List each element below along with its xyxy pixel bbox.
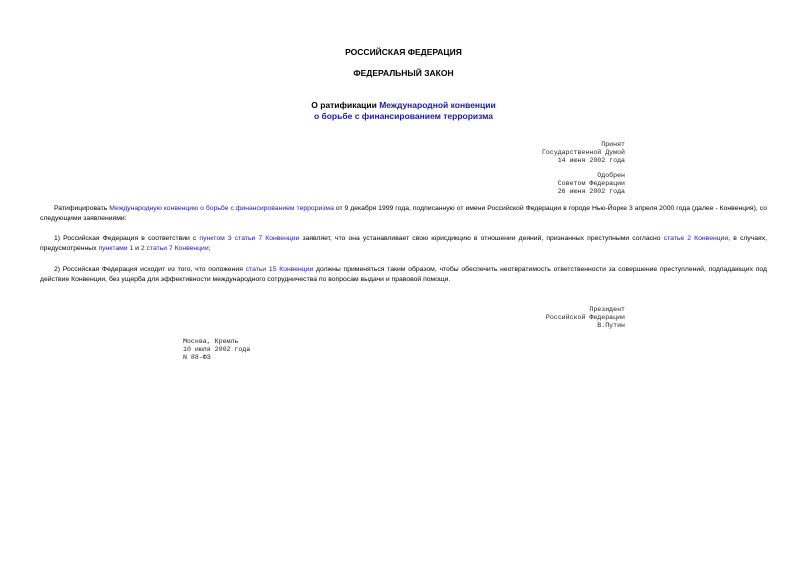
para3-text1: 2) Российская Федерация исходит из того, что положения [54,266,246,273]
para2-text2: заявляет, что она устанавливает свою юрисдикцию в отношении деяний, признанных преступными согласно [299,235,664,242]
signature-line3: В.Путин [597,321,625,329]
approved-line2: Советом Федерации [557,179,625,187]
signature-line2: Российской Федерации [545,313,625,321]
law-title-prefix: О ратификации [311,100,380,110]
para2-text1: 1) Российская Федерация в соответствии с [54,235,200,242]
approved-line3: 26 июня 2002 года [557,187,625,195]
points-1-link[interactable]: пунктами 1 [98,244,134,252]
para3-text2: должны применяться таким образом, чтобы обеспечить неотвратимость ответственности за совершение преступлений, подпадающих под действие Конвенции, без ущерба для эффективности международного сотрудничества по вопросам выдачи и правовой помощи. [40,266,767,283]
article15-link[interactable]: статьи 15 Конвенции [245,266,314,273]
adopted-line2: Государственной Думой [541,148,625,156]
paragraph-ratification [40,204,767,223]
signature-line1: Президент [589,306,625,313]
para2-text3: , в случаях, предусмотренных [40,235,767,252]
para1-text1: Ратифицировать [54,205,110,212]
article7-point2-link[interactable]: 2 статьи 7 Конвенции [140,244,209,252]
para1-text2: от 9 декабря 1999 года, подписанную от имени Российской Федерации в городе Нью-Йорке 3 апреля 2000 года (далее - Конвенция), со следующими заявлениями: [40,205,767,222]
para2-text5: ; [208,244,211,252]
law-type-heading: ФЕДЕРАЛЬНЫЙ ЗАКОН [353,68,454,78]
law-title-line2 [0,111,807,121]
law-title-line1 [0,100,807,110]
place-line2: 10 июля 2002 года [183,345,251,353]
adopted-line3: 14 июня 2002 года [557,156,625,164]
adopted-block [542,141,625,165]
approved-line1: Одобрен [597,172,625,179]
adopted-line1: Принят [601,141,625,148]
article2-link[interactable]: статье 2 Конвенции [663,235,729,242]
approved-block [558,172,625,196]
para2-text4: и [133,244,141,252]
paragraph-declaration-1 [40,234,767,253]
convention-link-title-2[interactable]: о борьбе с финансированием терроризма [313,111,494,121]
place-date-block [183,338,250,362]
paragraph-declaration-2 [40,265,767,284]
signature-block [546,306,625,330]
law-number: N 88-ФЗ [183,353,211,361]
article7-point3-link[interactable]: пунктом 3 статьи 7 Конвенции [199,235,300,242]
convention-link-title[interactable]: Международной конвенции [379,100,496,110]
convention-link[interactable]: Международную конвенцию о борьбе с финансированием терроризма [109,205,334,212]
country-heading: РОССИЙСКАЯ ФЕДЕРАЦИЯ [345,47,462,57]
place-line1: Москва, Кремль [183,338,239,345]
